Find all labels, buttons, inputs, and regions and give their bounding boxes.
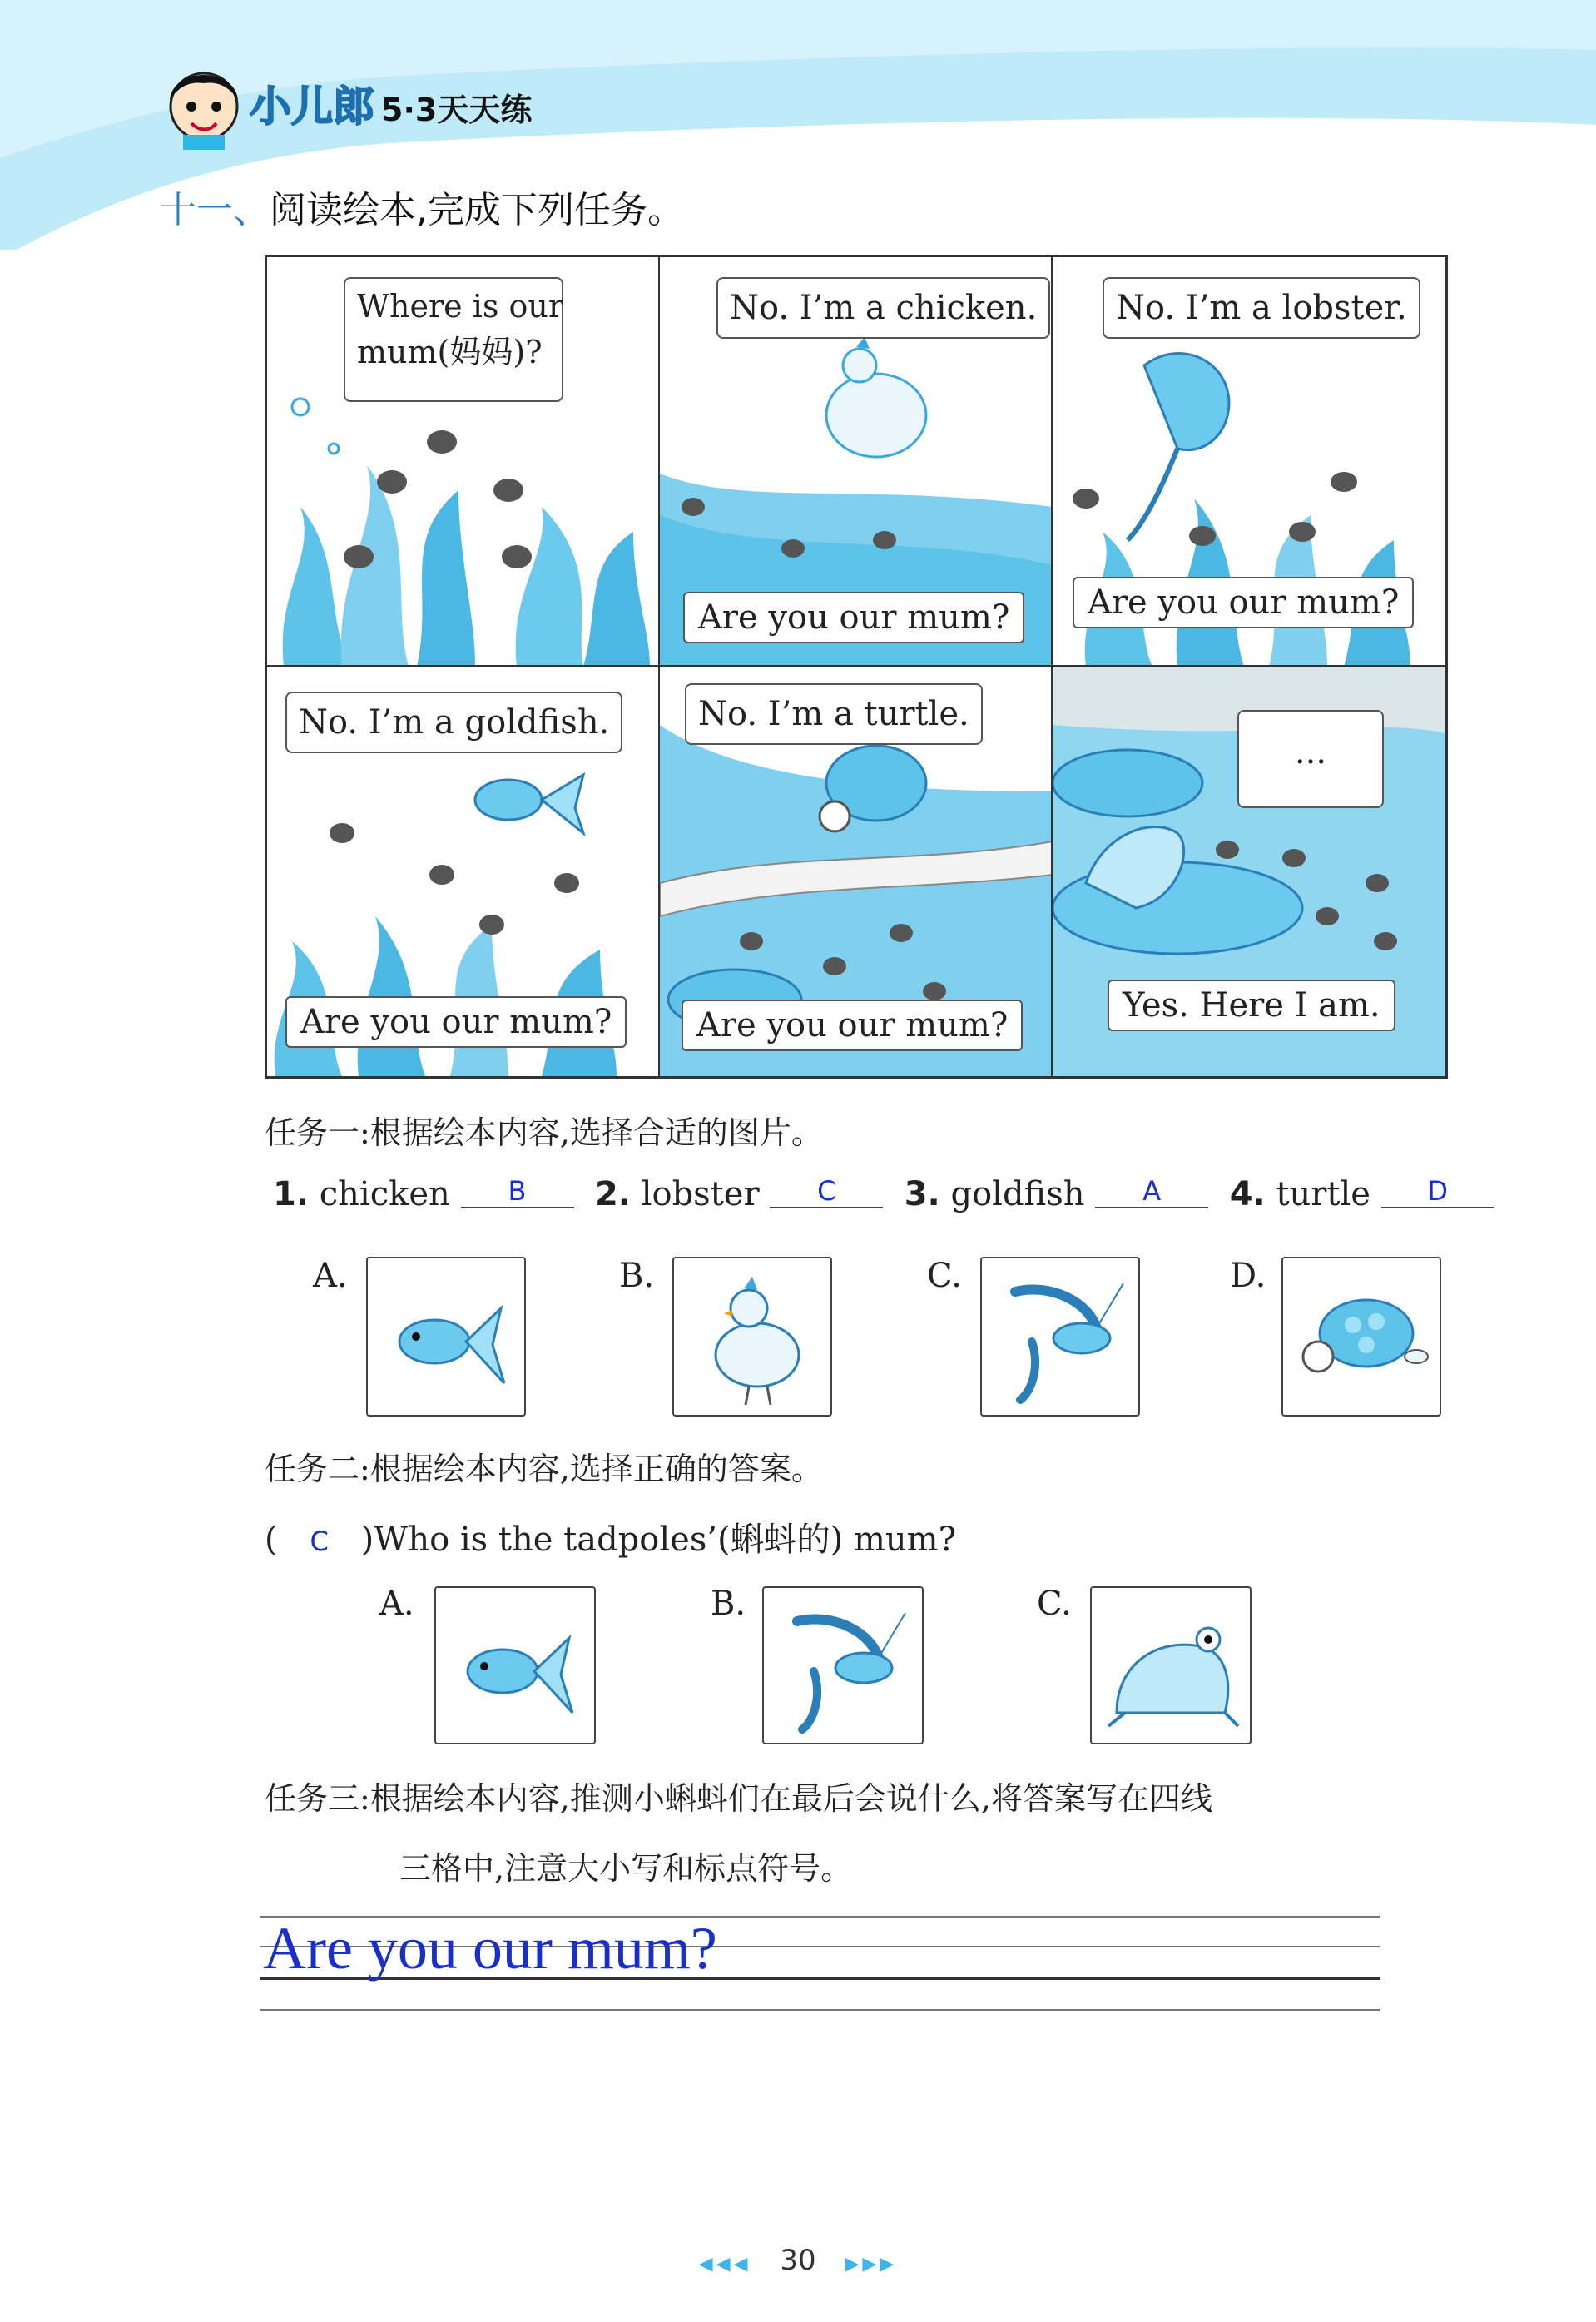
lobster-icon — [764, 1588, 922, 1743]
task1-option-b[interactable] — [672, 1257, 832, 1417]
brand-logo — [250, 73, 532, 133]
task1-item-4: 4. turtle D — [1230, 1175, 1494, 1213]
speech-bubble: No. I’m a chicken. — [716, 277, 1050, 339]
task2-option-label: C. — [1037, 1585, 1072, 1623]
page-footer — [0, 2244, 1596, 2277]
left-arrows-icon: ◀◀◀ — [698, 2254, 751, 2275]
comic-panel-1 — [267, 257, 660, 667]
speech-bubble: ... — [1237, 710, 1384, 808]
comic-strip — [265, 255, 1448, 1079]
caption-box: Are you our mum? — [683, 592, 1024, 643]
mascot-boy-icon — [158, 58, 250, 150]
section-title — [160, 180, 684, 233]
speech-bubble: No. I’m a goldfish. — [285, 692, 622, 753]
speech-bubble: No. I’m a turtle. — [685, 683, 983, 745]
comic-panel-5 — [660, 667, 1053, 1076]
task1-option-d[interactable] — [1281, 1257, 1441, 1417]
speech-bubble — [344, 277, 563, 402]
section-number: 十一、 — [160, 189, 270, 231]
task2-option-label: B. — [711, 1585, 746, 1623]
bubble-line-1: Where is our — [357, 288, 564, 325]
answer-blank[interactable]: C — [770, 1175, 883, 1208]
task1-option-label: B. — [619, 1257, 655, 1295]
goldfish-icon — [368, 1258, 524, 1415]
task2-question: ( C )Who is the tadpoles’(蝌蚪的) mum? — [265, 1521, 957, 1559]
task1-questions — [273, 1175, 1494, 1213]
comic-panel-3 — [1053, 257, 1445, 667]
answer-blank[interactable]: B — [461, 1175, 574, 1208]
section-instruction: 阅读绘本,完成下列任务。 — [270, 189, 684, 231]
chicken-icon — [674, 1258, 830, 1415]
task1-item-3: 3. goldfish A — [905, 1175, 1209, 1213]
answer-blank[interactable]: A — [1095, 1175, 1208, 1208]
task2-option-a[interactable] — [434, 1586, 596, 1744]
task1-option-label: D. — [1230, 1257, 1266, 1295]
task1-option-c[interactable] — [980, 1257, 1140, 1417]
task2-option-b[interactable] — [762, 1586, 924, 1744]
task3-title-line-2: 三格中,注意大小写和标点符号。 — [399, 1850, 853, 1887]
right-arrows-icon: ▶▶▶ — [845, 2254, 898, 2275]
task1-item-2: 2. lobster C — [595, 1175, 883, 1213]
task2-answer[interactable]: C — [310, 1526, 329, 1557]
caption-box: Are you our mum? — [285, 996, 627, 1048]
lobster-icon — [982, 1258, 1138, 1415]
task2-option-label: A. — [379, 1585, 414, 1623]
task1-title: 任务一:根据绘本内容,选择合适的图片。 — [265, 1114, 823, 1151]
task1-option-label: A. — [313, 1257, 348, 1295]
comic-panel-2 — [660, 257, 1053, 667]
task1-item-1: 1. chicken B — [273, 1175, 574, 1213]
comic-panel-6 — [1053, 667, 1445, 1076]
page-number: 30 — [780, 2244, 816, 2277]
task1-option-a[interactable] — [366, 1257, 526, 1417]
four-line-grid-line-4 — [260, 2009, 1380, 2011]
task3-title-line-1: 任务三:根据绘本内容,推测小蝌蚪们在最后会说什么,将答案写在四线 — [265, 1780, 1212, 1817]
comic-panel-4 — [267, 667, 660, 1076]
brand-name: 小儿郎 — [250, 82, 374, 131]
task2-option-c[interactable] — [1090, 1586, 1252, 1744]
goldfish-icon — [436, 1588, 594, 1743]
caption-box: Are you our mum? — [682, 1000, 1023, 1051]
task2-title: 任务二:根据绘本内容,选择正确的答案。 — [265, 1451, 823, 1487]
speech-bubble: No. I’m a lobster. — [1103, 277, 1420, 339]
answer-blank[interactable]: D — [1381, 1175, 1494, 1208]
turtle-icon — [1283, 1258, 1440, 1415]
caption-box: Yes. Here I am. — [1108, 980, 1395, 1031]
bubble-line-2: mum(妈妈)? — [357, 334, 543, 371]
brand-series: 5·3天天练 — [381, 92, 533, 128]
task3-answer[interactable]: Are you our mum? — [263, 1915, 717, 1982]
frog-icon — [1092, 1588, 1250, 1743]
task1-option-label: C. — [927, 1257, 962, 1295]
caption-box: Are you our mum? — [1073, 577, 1414, 628]
